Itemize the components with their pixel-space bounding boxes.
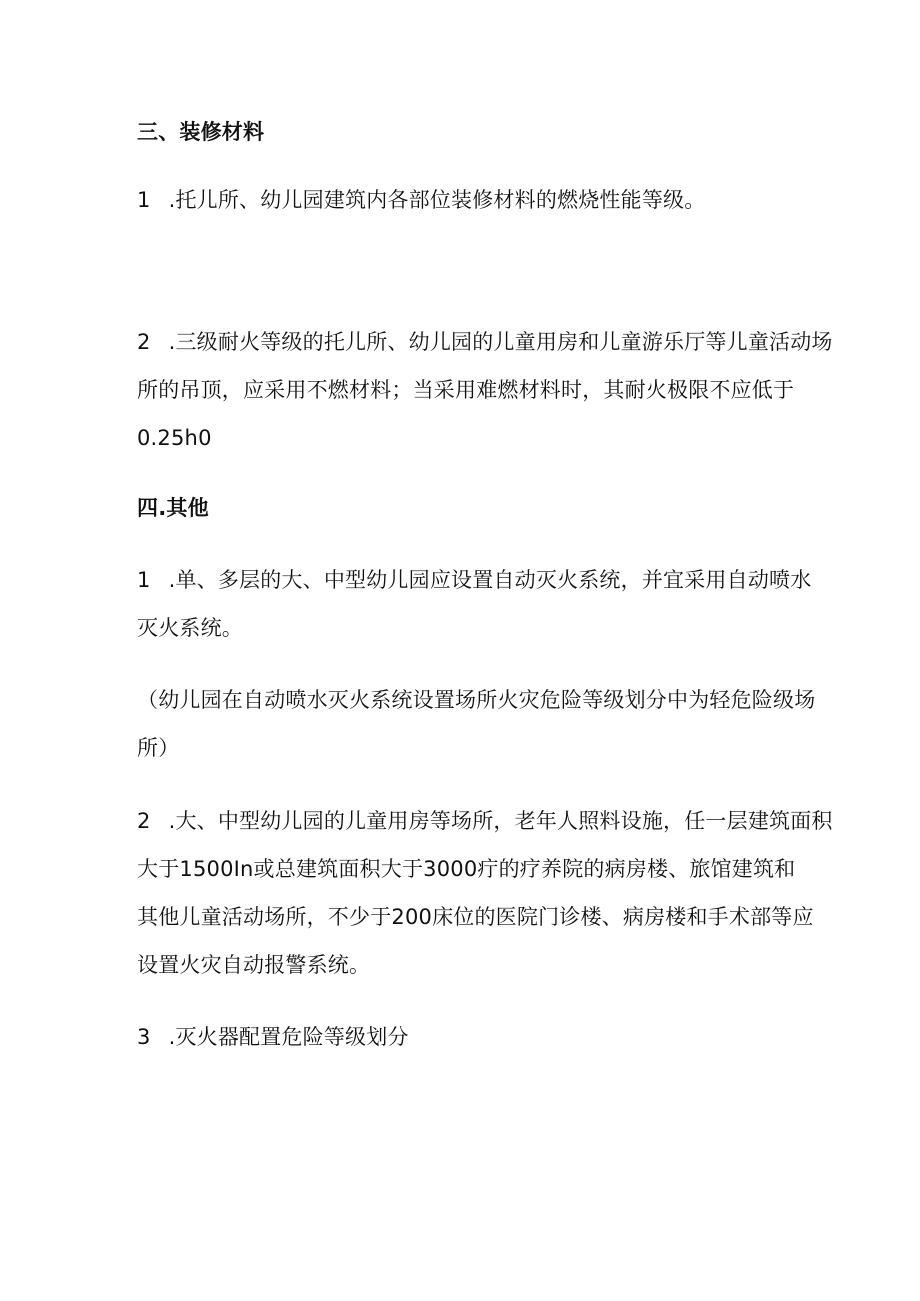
paragraph-other-item-2-line-3: 其他儿童活动场所，不少于200床位的医院门诊楼、病房楼和手术部等应 bbox=[137, 905, 814, 929]
paragraph-other-item-2-line-2: 大于1500In或总建筑面积大于3000疔的疗养院的病房楼、旅馆建筑和 bbox=[137, 857, 796, 881]
item-number: 3 bbox=[137, 1025, 151, 1049]
paragraph-other-item-3 bbox=[137, 1022, 797, 1052]
item-number: 2 bbox=[137, 330, 151, 354]
paragraph-decoration-item-2-line-3: 0.25h0 bbox=[137, 426, 212, 450]
paragraph-other-item-2-line-1 bbox=[137, 806, 833, 836]
paragraph-other-item-1-line-1 bbox=[137, 565, 812, 595]
paragraph-text: .三级耐火等级的托儿所、幼儿园的儿童用房和儿童游乐厅等儿童活动场 bbox=[168, 330, 833, 354]
paragraph-note-line-2: 所） bbox=[137, 736, 180, 760]
paragraph-note-line-1: （幼儿园在自动喷水灭火系统设置场所火灾危险等级划分中为轻危险级场 bbox=[137, 688, 816, 712]
paragraph-text: .单、多层的大、中型幼儿园应设置自动灭火系统，并宜采用自动喷水 bbox=[168, 568, 812, 592]
paragraph-decoration-item-2-line-2: 所的吊顶，应采用不燃材料；当采用难燃材料时，其耐火极限不应低于 bbox=[137, 378, 795, 402]
paragraph-decoration-item-1 bbox=[137, 185, 797, 215]
item-number: 2 bbox=[137, 809, 151, 833]
paragraph-text: .灭火器配置危险等级划分 bbox=[168, 1025, 409, 1049]
paragraph-text: .托儿所、幼儿园建筑内各部位装修材料的燃烧性能等级。 bbox=[168, 188, 706, 212]
item-number: 1 bbox=[137, 568, 151, 592]
paragraph-other-item-1-line-2: 灭火系统。 bbox=[137, 616, 243, 640]
paragraph-other-item-2-line-4: 设置火灾自动报警系统。 bbox=[137, 953, 371, 977]
section-heading-decoration-materials: 三、装修材料 bbox=[137, 120, 265, 144]
paragraph-text: .大、中型幼儿园的儿童用房等场所，老年人照料设施，任一层建筑面积 bbox=[168, 809, 833, 833]
section-heading-other: 四.其他 bbox=[137, 496, 209, 520]
item-number: 1 bbox=[137, 188, 151, 212]
paragraph-decoration-item-2-line-1 bbox=[137, 327, 833, 357]
